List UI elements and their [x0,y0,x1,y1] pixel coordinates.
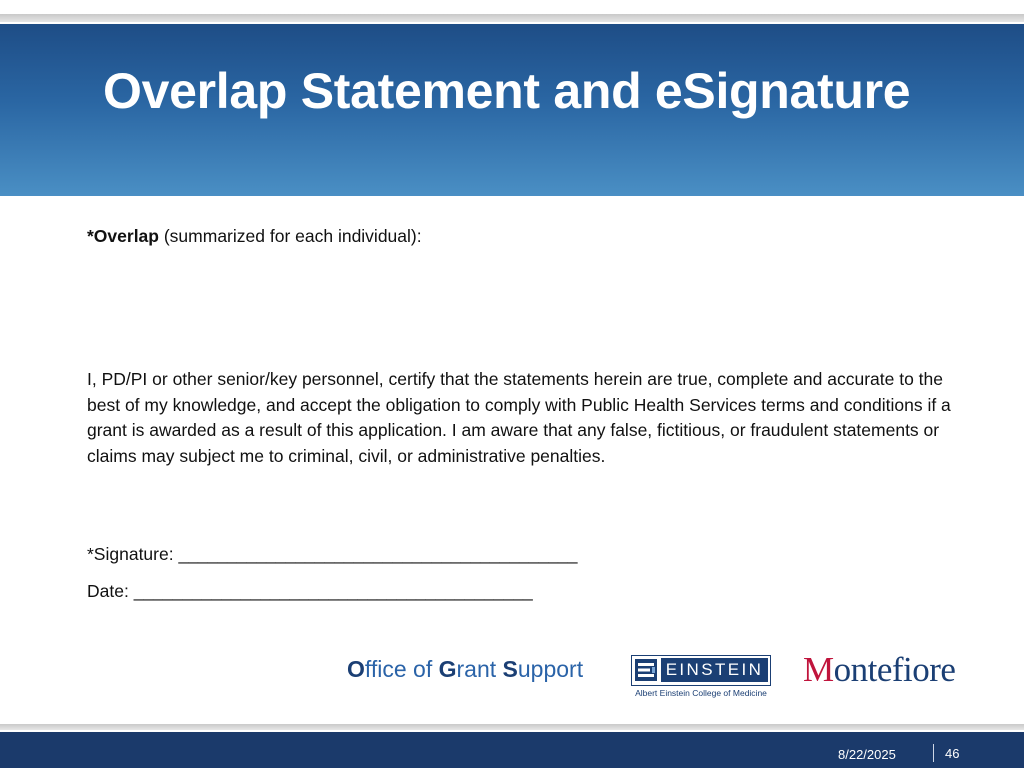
footer-divider [933,744,934,762]
footer-date: 8/22/2025 [838,747,896,762]
ogs-o: O [347,656,365,682]
ogs-rant: rant [456,656,503,682]
montefiore-logo [803,650,955,690]
bottom-divider [0,724,1024,730]
office-of-grant-support [347,656,583,683]
overlap-prompt [87,226,422,247]
ogs-ffice-of: ffice of [364,656,439,682]
einstein-wordmark: EINSTEIN [661,658,768,682]
certification-statement: I, PD/PI or other senior/key personnel, certify that the statements herein are true, complete and accurate to the best of my knowledge, and accept the obligation to comply with Public Health Services terms and conditions if a grant is awarded as a result of this application. I am aware that any false, fictitious, or fraudulent statements or claims may subject me to criminal, civil, or administrative penalties. [87,369,951,466]
montefiore-m: M [803,650,834,689]
slide-title: Overlap Statement and eSignature [103,63,911,119]
top-divider [0,14,1024,22]
signature-label: *Signature: [87,544,174,564]
ogs-g: G [438,656,457,682]
signature-blank: _________________________________________ [178,544,578,564]
signature-line [87,544,578,565]
montefiore-rest: ontefiore [833,650,956,689]
date-label: Date: [87,581,129,601]
date-blank: _________________________________________ [133,581,533,601]
overlap-note: (summarized for each individual): [163,226,422,246]
einstein-logo-frame [631,655,771,686]
einstein-logo [631,655,771,701]
page-number: 46 [945,746,960,761]
overlap-label: *Overlap [87,226,159,246]
ogs-s: S [502,656,518,682]
ogs-upport: upport [517,656,584,682]
einstein-emblem-icon [635,659,657,681]
einstein-subtitle: Albert Einstein College of Medicine [635,688,767,698]
date-line [87,581,533,602]
